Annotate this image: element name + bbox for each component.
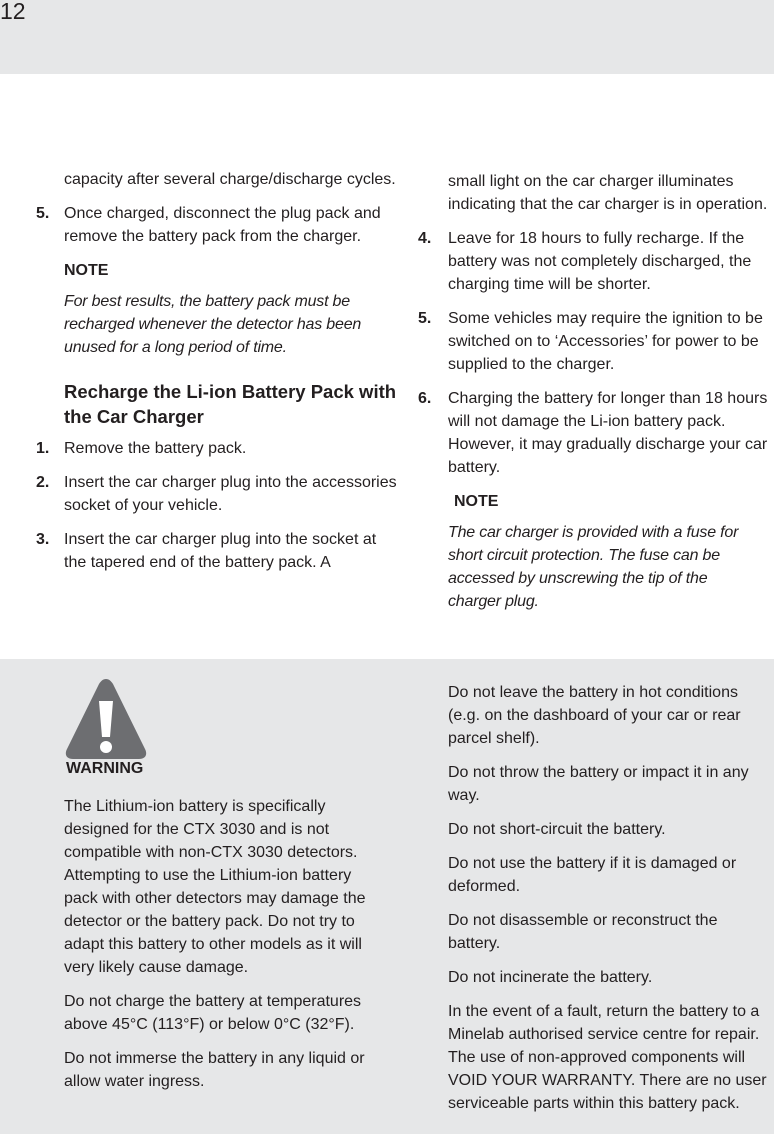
step-item	[36, 471, 398, 517]
left-column	[36, 168, 398, 585]
page-header	[0, 0, 774, 74]
warning-right-column	[448, 681, 774, 1126]
warning-paragraph: Do not disassemble or reconstruct the battery.	[448, 912, 718, 952]
warning-paragraph: Do not use the battery if it is damaged or deformed.	[448, 855, 737, 895]
warning-paragraph: Do not charge the battery at temperatures above 45°C (113°F) or below 0°C (32°F).	[64, 993, 362, 1033]
note-label: NOTE	[64, 262, 109, 279]
warning-paragraph: In the event of a fault, return the battery to a Minelab authorised service centre for repair. The use of non-approved components will VOID YOUR WARRANTY. There are no user serviceable parts within this battery pack.	[448, 1003, 767, 1112]
step-number: 5.	[418, 310, 432, 327]
note-label: NOTE	[454, 493, 499, 510]
step-item	[36, 437, 398, 460]
step-item	[418, 307, 774, 376]
warning-paragraph: Do not incinerate the battery.	[448, 969, 653, 986]
warning-triangle-icon	[64, 675, 148, 761]
warning-paragraph: The Lithium-ion battery is specifically designed for the CTX 3030 and is not compatible with non-CTX 3030 detectors. Attempting to use the Lithium-ion battery pack with other detectors may damage the detector or the battery pack. Do not try to adapt this battery to other models as it will very likely cause damage.	[64, 798, 366, 976]
warning-label: WARNING	[66, 760, 144, 777]
step-item	[418, 227, 774, 296]
note-text: For best results, the battery pack must be recharged whenever the detector has been unused for a long period of time.	[64, 293, 362, 356]
step-text: Charging the battery for longer than 18 hours will not damage the Li-ion battery pack. However, it may gradually discharge your car battery.	[448, 390, 768, 476]
warning-paragraph: Do not immerse the battery in any liquid or allow water ingress.	[64, 1050, 365, 1090]
step-text: Leave for 18 hours to fully recharge. If the battery was not completely discharged, the charging time will be shorter.	[448, 230, 752, 293]
continuation-text: small light on the car charger illuminates indicating that the car charger is in operation.	[448, 173, 768, 213]
step-text: Insert the car charger plug into the socket at the tapered end of the battery pack. A	[64, 531, 377, 571]
note-text: The car charger is provided with a fuse for short circuit protection. The fuse can be accessed by unscrewing the tip of the charger plug.	[448, 524, 739, 610]
step-number: 6.	[418, 390, 432, 407]
page-number: 12	[0, 0, 26, 24]
step-item	[418, 387, 774, 479]
step-item	[36, 202, 398, 248]
step-number: 1.	[36, 440, 50, 457]
step-number: 5.	[36, 205, 50, 222]
warning-left-column	[64, 675, 384, 1104]
step-number: 2.	[36, 474, 50, 491]
step-text: Insert the car charger plug into the accessories socket of your vehicle.	[64, 474, 397, 514]
warning-paragraph: Do not leave the battery in hot conditions (e.g. on the dashboard of your car or rear parcel shelf).	[448, 684, 741, 747]
warning-panel	[0, 659, 774, 1134]
step-number: 4.	[418, 230, 432, 247]
step-item	[36, 528, 398, 574]
step-text: Some vehicles may require the ignition to be switched on to ‘Accessories’ for power to be supplied to the charger.	[448, 310, 763, 373]
step-number: 3.	[36, 531, 50, 548]
warning-paragraph: Do not throw the battery or impact it in any way.	[448, 764, 749, 804]
right-column	[418, 170, 774, 623]
section-title: Recharge the Li-ion Battery Pack with the Car Charger	[64, 381, 397, 427]
step-text: Remove the battery pack.	[64, 440, 247, 457]
continuation-text: capacity after several charge/discharge cycles.	[64, 171, 396, 188]
warning-paragraph: Do not short-circuit the battery.	[448, 821, 666, 838]
step-text: Once charged, disconnect the plug pack and remove the battery pack from the charger.	[64, 205, 381, 245]
